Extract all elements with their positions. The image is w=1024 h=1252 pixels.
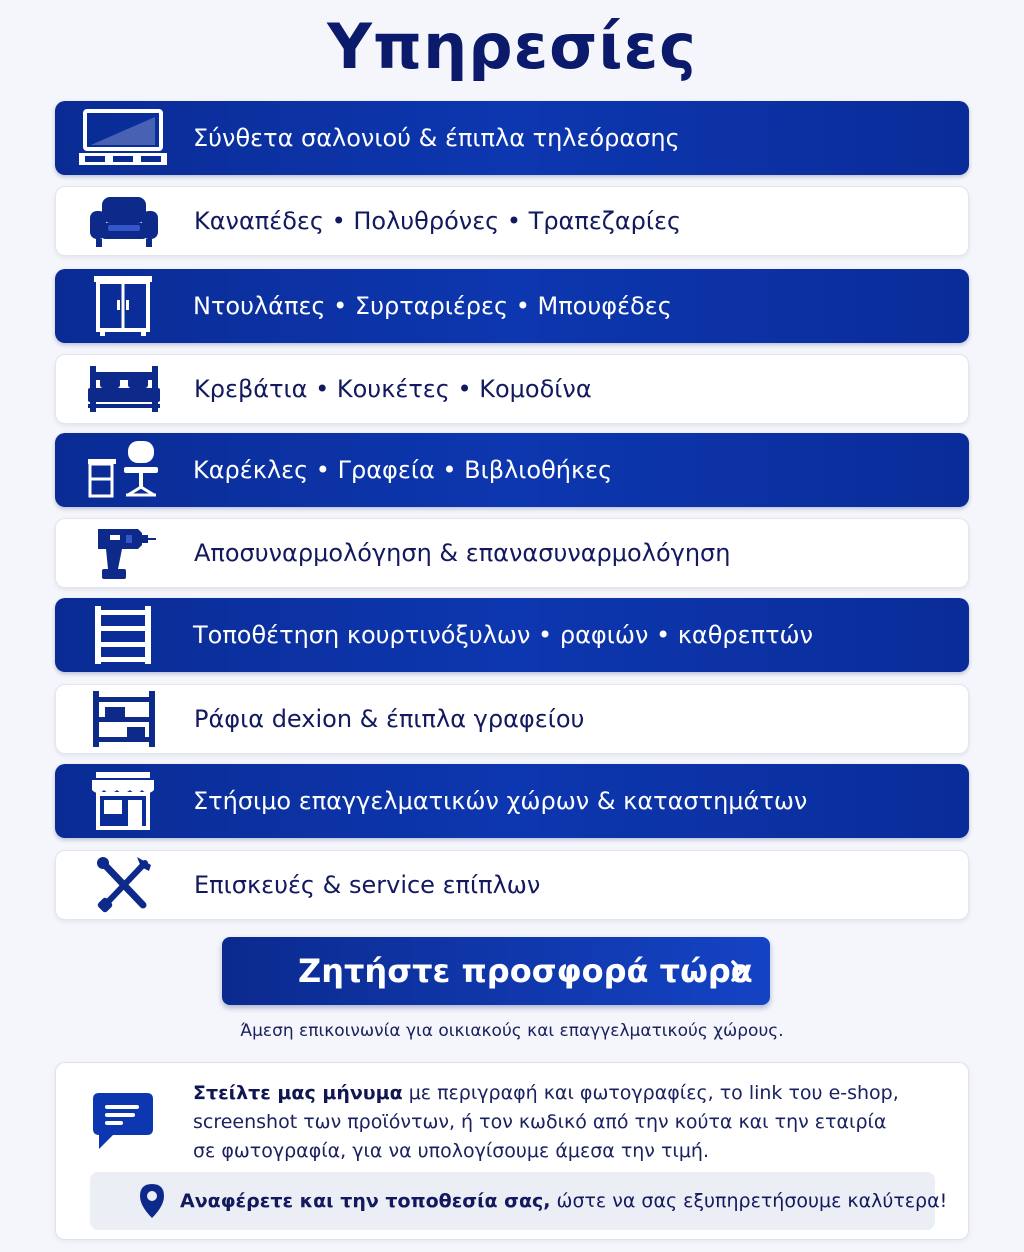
service-label: Σύνθετα σαλονιού & έπιπλα τηλεόρασης bbox=[193, 124, 680, 152]
ladder-shelf-icon bbox=[77, 603, 169, 667]
service-label: Καρέκλες • Γραφεία • Βιβλιοθήκες bbox=[193, 456, 613, 484]
drill-icon bbox=[78, 521, 170, 585]
service-item-shops[interactable] bbox=[55, 764, 969, 838]
service-item-sofas[interactable] bbox=[55, 186, 969, 256]
service-label: Επισκευές & service επίπλων bbox=[194, 871, 541, 899]
chat-icon bbox=[91, 1091, 155, 1155]
info-line-3: σε φωτογραφία, για να υπολογίσουμε άμεσα την τιμή. bbox=[193, 1140, 709, 1162]
service-label: Καναπέδες • Πολυθρόνες • Τραπεζαρίες bbox=[194, 207, 682, 235]
info-line-1: με περιγραφή και φωτογραφίες, το link του e-shop, bbox=[402, 1082, 899, 1104]
location-bold: Αναφέρετε και την τοποθεσία σας, bbox=[180, 1190, 551, 1212]
location-rest: ώστε να σας εξυπηρετήσουμε καλύτερα! bbox=[550, 1190, 948, 1212]
service-item-curtain-rods[interactable] bbox=[55, 598, 969, 672]
page-title: Υπηρεσίες bbox=[327, 10, 697, 83]
chevron-right-icon bbox=[730, 959, 746, 987]
wardrobe-icon bbox=[77, 274, 169, 338]
info-card bbox=[55, 1062, 969, 1240]
cta-note: Άμεση επικοινωνία για οικιακούς και επαγγελματικούς χώρους. bbox=[240, 1021, 784, 1041]
tools-icon bbox=[78, 853, 170, 917]
request-quote-label: Ζητήστε προσφορά τώρα bbox=[298, 952, 753, 990]
desk-chair-icon bbox=[77, 438, 169, 502]
dexion-shelf-icon bbox=[78, 687, 170, 751]
service-item-tv-units[interactable] bbox=[55, 101, 969, 175]
tv-unit-icon bbox=[77, 106, 169, 170]
location-bar bbox=[90, 1172, 948, 1230]
service-label: Κρεβάτια • Κουκέτες • Κομοδίνα bbox=[194, 375, 592, 403]
bed-icon bbox=[78, 357, 170, 421]
location-text bbox=[180, 1190, 947, 1212]
request-quote-button[interactable] bbox=[222, 937, 770, 1005]
service-item-repairs[interactable] bbox=[55, 850, 969, 920]
service-label: Ράφια dexion & έπιπλα γραφείου bbox=[194, 705, 585, 733]
armchair-icon bbox=[78, 189, 170, 253]
service-item-beds[interactable] bbox=[55, 354, 969, 424]
storefront-icon bbox=[77, 769, 169, 833]
service-label: Τοποθέτηση κουρτινόξυλων • ραφιών • καθρεπτών bbox=[193, 621, 814, 649]
service-label: Ντουλάπες • Συρταριέρες • Μπουφέδες bbox=[193, 292, 672, 320]
info-line-2: screenshot των προϊόντων, ή τον κωδικό από την κούτα και την εταιρία bbox=[193, 1111, 887, 1133]
service-label: Στήσιμο επαγγελματικών χώρων & καταστημάτων bbox=[193, 787, 808, 815]
service-item-chairs-desks[interactable] bbox=[55, 433, 969, 507]
service-item-dexion[interactable] bbox=[55, 684, 969, 754]
info-bold: Στείλτε μας μήνυμα bbox=[193, 1082, 403, 1104]
location-pin-icon bbox=[138, 1182, 166, 1224]
info-text bbox=[193, 1079, 913, 1166]
service-item-assembly[interactable] bbox=[55, 518, 969, 588]
service-item-wardrobes[interactable] bbox=[55, 269, 969, 343]
service-label: Αποσυναρμολόγηση & επανασυναρμολόγηση bbox=[194, 539, 731, 567]
